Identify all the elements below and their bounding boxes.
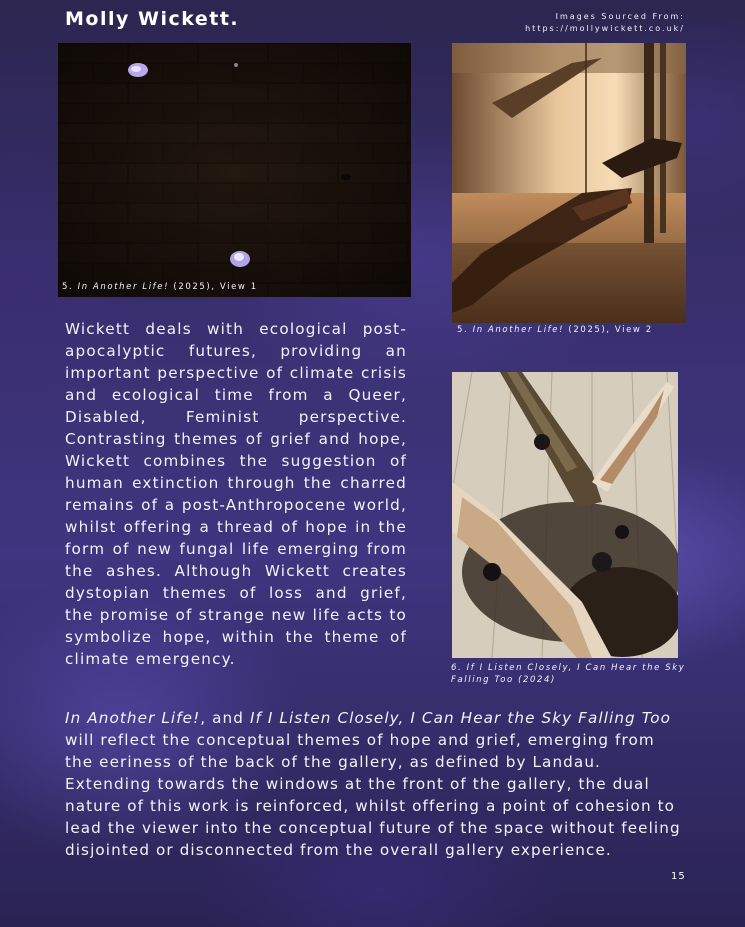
artwork-photo-sky-falling bbox=[452, 372, 678, 658]
source-url: https://mollywickett.co.uk/ bbox=[525, 24, 685, 33]
caption-sky-falling: 6. If I Listen Closely, I Can Hear the Sky Falling Too (2024) bbox=[451, 663, 686, 685]
image-source-credit bbox=[525, 11, 685, 35]
caption-view-1: 5. In Another Life! (2025), View 1 bbox=[62, 282, 258, 292]
body-paragraph-1: Wickett deals with ecological post-apocalyptic futures, providing an important perspective of climate crisis and ecological time from a Queer, Disabled, Feminist perspective. Contrasting themes of grief and hope, Wickett combines the suggestion of human extinction through the charred remains of a post-Anthropocene world, whilst offering a thread of hope in the form of new fungal life emerging from the ashes. Although Wickett creates dystopian themes of loss and grief, the promise of strange new life acts to symbolize hope, within the theme of climate emergency. bbox=[65, 320, 407, 668]
source-label: Images Sourced From: bbox=[555, 12, 685, 21]
work-title-in-another-life: In Another Life! bbox=[65, 709, 201, 727]
page-number: 15 bbox=[671, 871, 686, 882]
work-title-sky-falling: If I Listen Closely, I Can Hear the Sky Falling Too bbox=[249, 709, 672, 727]
artwork-photo-view-2 bbox=[452, 43, 686, 323]
body-paragraph-2: In Another Life!, and If I Listen Closely, I Can Hear the Sky Falling Too will reflect the conceptual themes of hope and grief, emerging from the eeriness of the back of the gallery, as defined by Landau. Extending towards the windows at the front of the gallery, the dual nature of this work is reinforced, whilst offering a point of cohesion to lead the viewer into the conceptual future of the space without feeling disjointed or disconnected from the overall gallery experience. bbox=[65, 709, 681, 859]
artwork-photo-view-1 bbox=[58, 43, 411, 297]
caption-view-2: 5. In Another Life! (2025), View 2 bbox=[457, 325, 653, 335]
page-title: Molly Wickett. bbox=[65, 8, 240, 30]
